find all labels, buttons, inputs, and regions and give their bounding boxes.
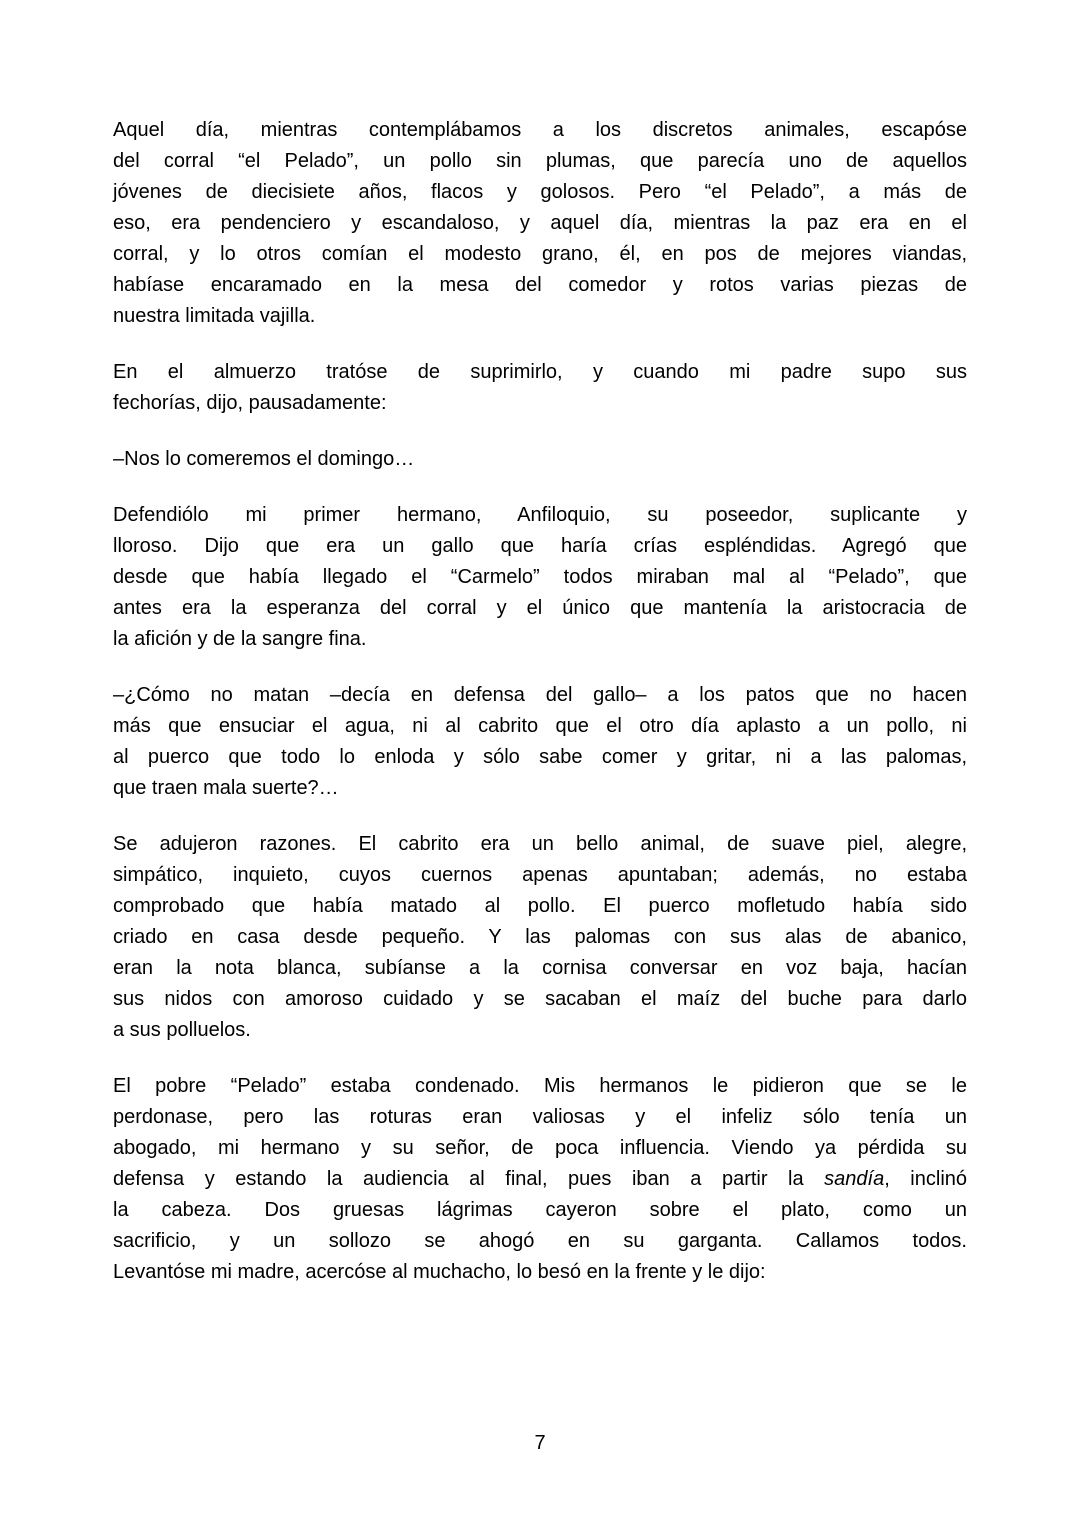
text-segment: habíase encaramado en la mesa del comedor y rotos varias piezas de (113, 274, 967, 296)
italic-text-segment: sandía (824, 1168, 885, 1190)
text-segment: nuestra limitada vajilla. (113, 305, 316, 327)
text-segment: eso, era pendenciero y escandaloso, y aquel día, mientras la paz era en el (113, 212, 967, 234)
page-number: 7 (534, 1432, 546, 1454)
text-line (113, 531, 967, 562)
text-segment: antes era la esperanza del corral y el único que mantenía la aristocracia de (113, 597, 967, 619)
text-line (113, 357, 967, 388)
paragraph (113, 1071, 967, 1288)
text-line (113, 388, 967, 419)
text-segment: sus nidos con amoroso cuidado y se sacaban el maíz del buche para darlo (113, 988, 967, 1010)
text-segment: abogado, mi hermano y su señor, de poca influencia. Viendo ya pérdida su (113, 1137, 967, 1159)
text-line (113, 270, 967, 301)
text-segment: eran la nota blanca, subíanse a la cornisa conversar en voz baja, hacían (113, 957, 967, 979)
text-line (113, 829, 967, 860)
text-segment: lloroso. Dijo que era un gallo que haría crías espléndidas. Agregó que (113, 535, 967, 557)
paragraph (113, 680, 967, 804)
text-line (113, 146, 967, 177)
text-segment: simpático, inquieto, cuyos cuernos apenas apuntaban; además, no estaba (113, 864, 967, 886)
text-segment: –Nos lo comeremos el domingo… (113, 448, 415, 470)
text-line (113, 984, 967, 1015)
text-segment: fechorías, dijo, pausadamente: (113, 392, 387, 414)
text-line (113, 891, 967, 922)
text-segment: corral, y lo otros comían el modesto grano, él, en pos de mejores viandas, (113, 243, 967, 265)
text-line (113, 624, 967, 655)
text-segment: jóvenes de diecisiete años, flacos y golosos. Pero “el Pelado”, a más de (113, 181, 967, 203)
text-segment: la cabeza. Dos gruesas lágrimas cayeron sobre el plato, como un (113, 1199, 967, 1221)
text-line (113, 444, 967, 475)
text-line (113, 301, 967, 332)
paragraph (113, 115, 967, 332)
text-line (113, 953, 967, 984)
text-segment: Levantóse mi madre, acercóse al muchacho, lo besó en la frente y le dijo: (113, 1261, 766, 1283)
text-line (113, 1257, 967, 1288)
text-line (113, 860, 967, 891)
text-segment: más que ensuciar el agua, ni al cabrito que el otro día aplasto a un pollo, ni (113, 715, 967, 737)
text-segment: En el almuerzo tratóse de suprimirlo, y cuando mi padre supo sus (113, 361, 967, 383)
text-line (113, 773, 967, 804)
text-line (113, 1164, 967, 1195)
text-line (113, 742, 967, 773)
text-segment: Aquel día, mientras contemplábamos a los discretos animales, escapóse (113, 119, 967, 141)
text-segment: Se adujeron razones. El cabrito era un bello animal, de suave piel, alegre, (113, 833, 967, 855)
text-segment: la afición y de la sangre fina. (113, 628, 367, 650)
paragraph (113, 829, 967, 1046)
text-segment: Defendiólo mi primer hermano, Anfiloquio, su poseedor, suplicante y (113, 504, 967, 526)
text-line (113, 500, 967, 531)
text-segment: , inclinó (884, 1168, 968, 1190)
text-line (113, 562, 967, 593)
text-segment: criado en casa desde pequeño. Y las palomas con sus alas de abanico, (113, 926, 967, 948)
text-line (113, 1071, 967, 1102)
text-content (113, 115, 967, 1313)
text-line (113, 115, 967, 146)
paragraph (113, 444, 967, 475)
text-segment: que traen mala suerte?… (113, 777, 339, 799)
text-line (113, 1102, 967, 1133)
text-line (113, 177, 967, 208)
text-segment: al puerco que todo lo enloda y sólo sabe comer y gritar, ni a las palomas, (113, 746, 967, 768)
text-segment: comprobado que había matado al pollo. El puerco mofletudo había sido (113, 895, 967, 917)
text-line (113, 922, 967, 953)
page-footer (113, 1428, 967, 1459)
text-line (113, 1133, 967, 1164)
text-line (113, 1226, 967, 1257)
text-line (113, 711, 967, 742)
text-line (113, 1195, 967, 1226)
text-line (113, 680, 967, 711)
text-segment: –¿Cómo no matan –decía en defensa del gallo– a los patos que no hacen (113, 684, 967, 706)
text-line (113, 1015, 967, 1046)
text-segment: El pobre “Pelado” estaba condenado. Mis hermanos le pidieron que se le (113, 1075, 967, 1097)
paragraph (113, 500, 967, 655)
text-segment: del corral “el Pelado”, un pollo sin plumas, que parecía uno de aquellos (113, 150, 967, 172)
text-line (113, 239, 967, 270)
text-segment: defensa y estando la audiencia al final, pues iban a partir la (113, 1168, 825, 1190)
text-line (113, 593, 967, 624)
paragraph (113, 357, 967, 419)
text-segment: perdonase, pero las roturas eran valiosas y el infeliz sólo tenía un (113, 1106, 967, 1128)
text-segment: desde que había llegado el “Carmelo” todos miraban mal al “Pelado”, que (113, 566, 967, 588)
text-segment: sacrificio, y un sollozo se ahogó en su garganta. Callamos todos. (113, 1230, 967, 1252)
text-line (113, 208, 967, 239)
text-segment: a sus polluelos. (113, 1019, 251, 1041)
